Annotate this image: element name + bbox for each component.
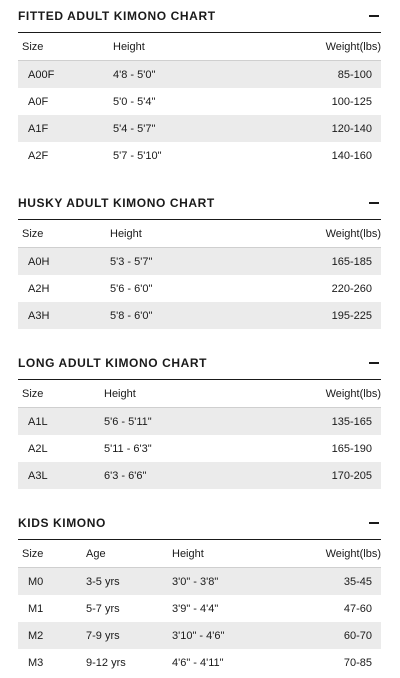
height-cell: 5'7 - 5'10" — [113, 149, 162, 162]
age-cell: 7-9 yrs — [86, 622, 172, 649]
table-header-row — [18, 380, 381, 408]
table-header-row — [18, 220, 381, 248]
table-row — [18, 115, 381, 142]
age-cell: 3-5 yrs — [86, 568, 172, 596]
weight-cell: 170-205 — [271, 462, 381, 489]
table-row — [18, 622, 381, 649]
height-cell: 3'0" - 3'8" — [172, 568, 271, 596]
column-header: Size — [22, 40, 44, 53]
size-cell: A1F — [18, 115, 113, 142]
weight-cell: 35-45 — [271, 568, 381, 596]
long-chart-title: LONG ADULT KIMONO CHART — [18, 356, 208, 370]
kids-chart-section — [18, 507, 381, 676]
kids-size-table — [18, 540, 381, 676]
table-row — [18, 142, 381, 169]
minus-icon[interactable] — [368, 197, 380, 209]
table-row — [18, 568, 381, 596]
age-cell: 9-12 yrs — [86, 656, 126, 669]
weight-cell: 220-260 — [331, 282, 372, 295]
column-header: Height — [110, 227, 142, 240]
height-cell: 5'11 - 6'3" — [104, 442, 152, 455]
table-header-row — [18, 33, 381, 61]
height-cell: 5'0 - 5'4" — [113, 95, 156, 108]
size-cell: A00F — [18, 61, 113, 89]
size-cell: M1 — [28, 602, 44, 615]
table-row — [18, 61, 381, 89]
minus-icon[interactable] — [368, 10, 380, 22]
fitted-size-table — [18, 33, 381, 169]
height-cell: 5'3 - 5'7" — [110, 248, 271, 276]
column-header: Weight(lbs) — [325, 40, 381, 53]
size-cell: A0F — [28, 95, 49, 108]
size-cell: M0 — [18, 568, 86, 596]
fitted-chart-section — [18, 0, 381, 169]
size-cell: A3L — [18, 462, 104, 489]
height-cell: 5'4 - 5'7" — [113, 115, 271, 142]
column-header: Height — [104, 387, 136, 400]
weight-cell: 165-185 — [271, 248, 381, 276]
minus-icon[interactable] — [368, 357, 380, 369]
height-cell: 5'6 - 5'11" — [104, 408, 271, 436]
column-header: Weight(lbs) — [325, 387, 381, 400]
weight-cell: 60-70 — [271, 622, 381, 649]
weight-cell: 120-140 — [271, 115, 381, 142]
minus-icon[interactable] — [368, 517, 380, 529]
size-cell: A2F — [28, 149, 49, 162]
table-row — [18, 435, 381, 462]
size-cell: A3H — [18, 302, 110, 329]
husky-chart-title: HUSKY ADULT KIMONO CHART — [18, 196, 215, 210]
column-header: Size — [22, 387, 44, 400]
size-cell: A2H — [28, 282, 50, 295]
table-row — [18, 88, 381, 115]
column-header: Height — [172, 547, 204, 560]
height-cell: 6'3 - 6'6" — [104, 462, 271, 489]
size-cell: A0H — [18, 248, 110, 276]
table-row — [18, 595, 381, 622]
weight-cell: 47-60 — [343, 602, 372, 615]
weight-cell: 195-225 — [271, 302, 381, 329]
table-row — [18, 248, 381, 276]
height-cell: 4'8 - 5'0" — [113, 61, 271, 89]
age-cell: 5-7 yrs — [86, 602, 120, 615]
table-header-row — [18, 540, 381, 568]
size-cell: A1L — [18, 408, 104, 436]
husky-size-table — [18, 220, 381, 329]
table-row — [18, 408, 381, 436]
fitted-chart-header[interactable] — [18, 0, 381, 33]
long-chart-section — [18, 347, 381, 489]
husky-chart-header[interactable] — [18, 187, 381, 220]
column-header: Size — [22, 227, 44, 240]
table-row — [18, 302, 381, 329]
height-cell: 5'8 - 6'0" — [110, 302, 271, 329]
long-size-table — [18, 380, 381, 489]
height-cell: 4'6" - 4'11" — [172, 656, 224, 669]
weight-cell: 85-100 — [271, 61, 381, 89]
column-header: Size — [22, 547, 44, 560]
weight-cell: 100-125 — [331, 95, 372, 108]
column-header: Age — [86, 547, 106, 560]
kids-chart-title: KIDS KIMONO — [18, 516, 106, 530]
fitted-chart-title: FITTED ADULT KIMONO CHART — [18, 9, 216, 23]
husky-chart-section — [18, 187, 381, 329]
height-cell: 3'10" - 4'6" — [172, 622, 271, 649]
size-cell: A2L — [28, 442, 48, 455]
table-row — [18, 462, 381, 489]
height-cell: 5'6 - 6'0" — [110, 282, 153, 295]
long-chart-header[interactable] — [18, 347, 381, 380]
table-row — [18, 649, 381, 676]
column-header: Weight(lbs) — [325, 227, 381, 240]
size-cell: M2 — [18, 622, 86, 649]
weight-cell: 165-190 — [331, 442, 372, 455]
kids-chart-header[interactable] — [18, 507, 381, 540]
size-cell: M3 — [28, 656, 44, 669]
weight-cell: 135-165 — [271, 408, 381, 436]
weight-cell: 140-160 — [331, 149, 372, 162]
weight-cell: 70-85 — [343, 656, 372, 669]
column-header: Weight(lbs) — [325, 547, 381, 560]
table-row — [18, 275, 381, 302]
height-cell: 3'9" - 4'4" — [172, 602, 219, 615]
column-header: Height — [113, 40, 145, 53]
